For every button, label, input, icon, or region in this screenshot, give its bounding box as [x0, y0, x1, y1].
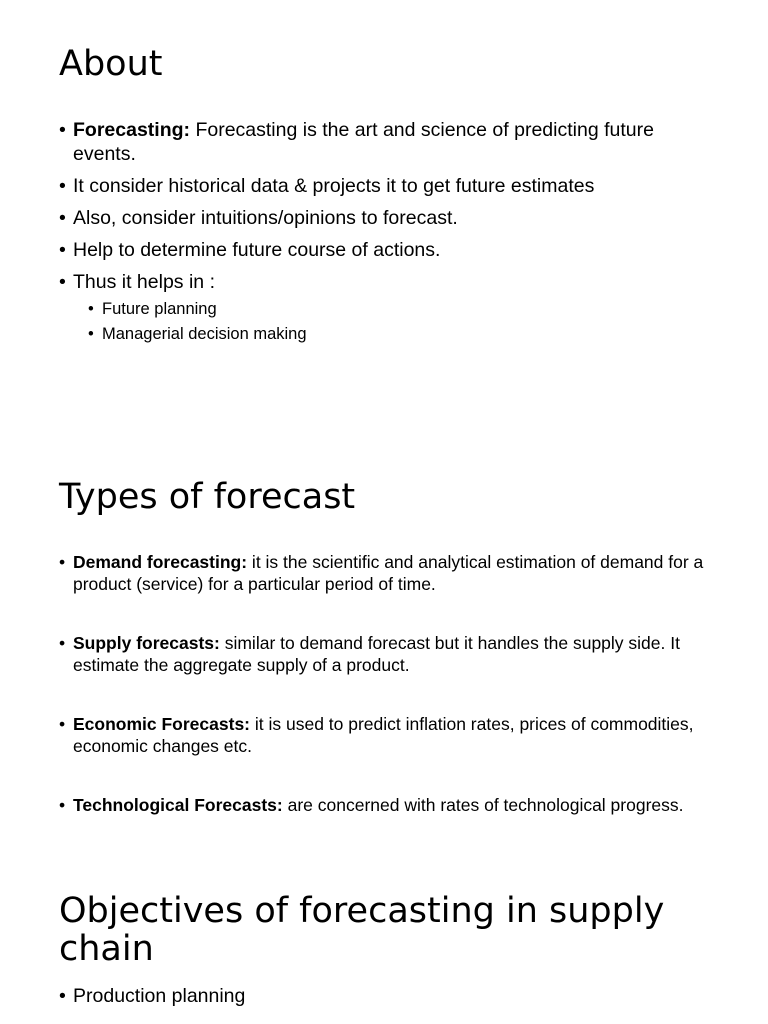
about-sub-bullet-text: Managerial decision making: [102, 325, 307, 343]
about-bullet-text: Also, consider intuitions/opinions to forecast.: [73, 207, 458, 229]
types-bullet-text: it is used to predict inflation rates, prices of commodities, economic changes etc.: [73, 714, 694, 756]
types-title: Types of forecast: [59, 477, 356, 517]
objectives-bullet-text: Production planning: [73, 985, 246, 1007]
types-bullet-text: similar to demand forecast but it handles the supply side. It estimate the aggregate supply of a product.: [73, 633, 680, 675]
about-bullet-text: Forecasting is the art and science of predicting future events.: [73, 119, 654, 165]
objectives-bullet: [59, 984, 719, 1008]
objectives-title: Objectives of forecasting in supply chain: [59, 891, 665, 969]
types-bullet-bold: Demand forecasting:: [73, 552, 248, 572]
about-bullet-text: Thus it helps in :: [73, 271, 215, 293]
types-bullet-bold: Supply forecasts:: [73, 633, 220, 653]
about-bullet-bold: Forecasting:: [73, 119, 191, 141]
objectives-list: [59, 984, 719, 1008]
types-bullet-bold: Technological Forecasts:: [73, 795, 283, 815]
about-bullet-text: Help to determine future course of actions.: [73, 239, 441, 261]
types-bullet-text: it is the scientific and analytical estimation of demand for a product (service) for a particular period of time.: [73, 552, 704, 594]
types-bullet-text: are concerned with rates of technological progress.: [282, 795, 684, 815]
about-title: About: [59, 44, 163, 84]
types-bullet-bold: Economic Forecasts:: [73, 714, 250, 734]
about-bullet-text: It consider historical data & projects it to get future estimates: [73, 175, 595, 197]
about-sub-bullet-text: Future planning: [102, 300, 217, 318]
